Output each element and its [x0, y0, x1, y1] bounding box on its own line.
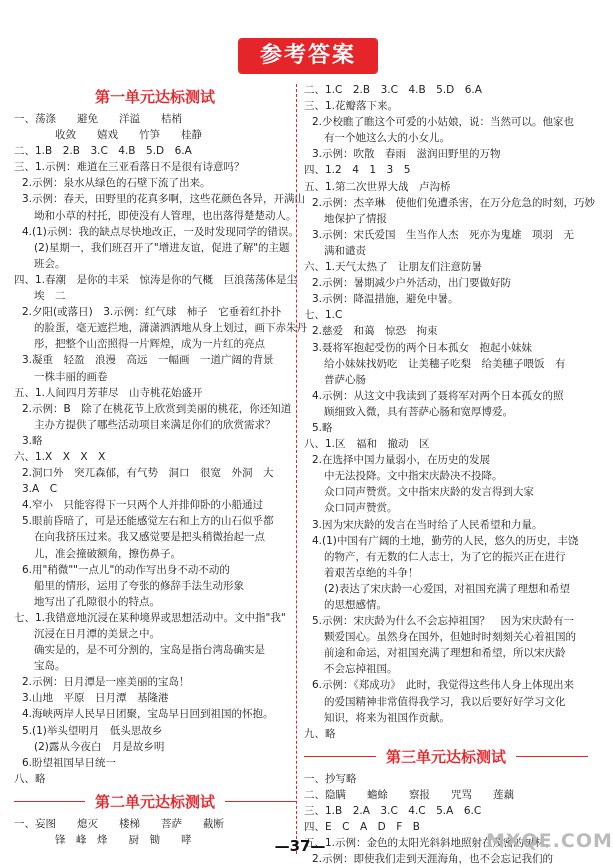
answer-line: 2.示例：杰辛琳 使他们免遭杀害，在万分危急的时刻，巧妙: [312, 196, 596, 209]
answer-line: 的思想感情。: [324, 599, 387, 611]
answer-line: 6.盼望祖国早日统一: [22, 756, 117, 769]
answer-line: 八、略: [14, 772, 46, 785]
title-rule-right: [516, 756, 588, 757]
answer-line: 3.因为宋庆龄的发言在当时给了人民希望和力量。: [312, 518, 543, 531]
answer-line: 3.示例：宋氏爱国 生当作人杰 死亦为鬼雄 项羽 无: [312, 228, 575, 241]
section-title-unit-2-wrap: [14, 791, 296, 813]
watermark-logo: MXQE.COM: [486, 830, 613, 852]
answer-line: 五、1.人间四月芳菲尽 山寺桃花始盛开: [14, 386, 203, 399]
section-title-unit-2: 第二单元达标测试: [95, 792, 216, 811]
answer-line: (2)露从今夜白 月是故乡明: [34, 740, 165, 753]
answer-line: 儿，准会撞破额角，擦伤鼻子。: [34, 547, 181, 560]
answer-line: 3.凝重 轻盈 浪漫 高远 一幅画 一道广阔的背景: [22, 354, 274, 367]
answer-line: 中无法投降。文中指宋庆龄决不投降。: [324, 470, 503, 483]
answer-line: 普萨心肠: [324, 373, 366, 386]
answer-line: 5.示例：宋庆龄为什么不会忘掉祖国？ 因为宋庆龄有一: [312, 615, 575, 628]
answer-line: 2.夕阳(或落日) 3.示例：红气球 柿子 它垂着红扑扑: [22, 306, 282, 319]
answer-line: 4.示例：从这文中我读到了聂将军对两个日本孤女的照: [312, 389, 564, 402]
answer-line: 6.示例：《郑成功》 此时，我觉得这些伟人身上体现出来: [312, 679, 575, 692]
answer-line: 2.示例：暑期减少户外活动，出门要做好防: [312, 277, 512, 290]
answer-line: 3.示例：吹散 春雨 滋润田野里的万物: [312, 148, 501, 161]
answer-line: 确实是的，是不可分割的，宝岛是指台湾岛确实是: [34, 644, 265, 657]
answer-line: 前途和命运，对祖国充满了理想和希望，所以宋庆龄: [324, 647, 566, 660]
answer-line: 2.洞口外 突兀森郁，有气势 洞口 很宽 外洞 大: [22, 467, 274, 480]
answer-line: 5.(1)举头望明月 低头思故乡: [22, 724, 163, 737]
answer-line: 满和谴责: [324, 244, 366, 257]
answer-line: 4.(1)中国有广阔的土地，勤劳的人民，悠久的历史，丰饶: [312, 534, 579, 547]
answer-line: 沉浸在日月潭的美景之中。: [34, 628, 160, 640]
answer-line: 三、1.示例：难道在三亚看落日不是很有诗意吗？: [14, 161, 245, 174]
answer-line: 班会。: [34, 257, 66, 270]
answer-line: 4.窄小 只能容得下一只两个人并排仰卧的小船通过: [22, 499, 264, 512]
answer-line: 2.在选择中国力量弱小，在历史的发展: [312, 454, 491, 467]
answer-line: 3.聂将军抱起受伤的两个日本孤女 抱起小妹妹: [312, 341, 533, 354]
answer-line: 锋 峰 烽 厨 锄 哮: [34, 834, 192, 847]
answer-line: 的爱国精神非常值得我学习，我以后要好好学习文化: [324, 695, 566, 708]
answer-line: 三、1.花瓣落下来。: [304, 100, 399, 113]
answer-line: 九、略: [304, 727, 336, 740]
answer-line: 2.示例：日月潭是一座美丽的宝岛！: [22, 676, 190, 689]
unit-1-answers: [14, 111, 307, 787]
answer-line: 3.略: [22, 434, 43, 447]
answer-line: 四、1.春潮 是你的丰采 惊涛是你的气概 巨浪荡荡体是尘: [14, 273, 298, 286]
answer-line: 宝岛。: [34, 660, 66, 673]
answer-line: (2)表达了宋庆龄一心爱国，对祖国充满了理想和希望: [324, 582, 570, 595]
answer-line: 六、1.X X X X: [14, 450, 106, 463]
section-title-unit-1: 第一单元达标测试: [94, 88, 215, 106]
page-number: —37—: [274, 837, 326, 855]
answer-line: 船里的情形，运用了夸张的修辞手法生动形象: [34, 579, 244, 592]
answer-line: 彤，把整个山峦照得一片辉煌，成为一片红的亮点: [34, 338, 265, 351]
answer-line: 七、1.C: [304, 309, 343, 322]
answer-line: 四、1.2 4 1 3 5: [304, 164, 411, 177]
answer-line: 五、1.示例：金色的太阳光斜斜地照射在茂密的树林。: [304, 837, 556, 850]
answer-line: 四、E C A D F B: [304, 821, 420, 834]
section-title-unit-3: 第三单元达标测试: [386, 747, 507, 766]
answer-line: 5.略: [312, 421, 333, 434]
answer-line: 3.示例：降温措施，避免中暑。: [312, 293, 459, 306]
answer-line: 二、隐瞒 蟾蜍 察报 咒骂 莲藕: [304, 788, 514, 801]
left-column: [14, 82, 307, 848]
answer-line: 地写出了孔隙很小的特点。: [34, 595, 160, 608]
answer-line: 有一个她这么大的小女儿。: [324, 132, 450, 145]
answer-line: 2.示例：泉水从绿色的石壁下流了出来。: [22, 177, 211, 190]
answer-line: 2.少校瞧了瞧这个可爱的小姑娘，说：当然可以。他家也: [312, 116, 575, 129]
answer-line: 坳和小草的村托，即使没有人管理，也出落得楚楚动人。: [34, 209, 297, 222]
answer-line: 的脸蛋，毫无遮拦地，潇潇洒洒地从身上划过，画下赤朱丹: [34, 322, 307, 335]
title-rule-left: [14, 801, 85, 802]
answer-line: 地保护了情报: [324, 212, 387, 225]
answer-line: 3.山地 平原 日月潭 基隆港: [22, 692, 169, 705]
answer-line: 6.用"稍微""一点儿"的动作写出身不动不动的: [22, 563, 230, 576]
answer-line: 一、妄图 熄灭 楼梯 菩萨 截断: [14, 817, 224, 830]
answer-line: 收敛 嬉戏 竹笋 桂静: [34, 129, 202, 142]
answer-line: 二、1.B 2.B 3.C 4.B 5.D 6.A: [14, 145, 192, 158]
answer-line: 三、1.B 2.A 3.C 4.C 5.A 6.C: [304, 805, 482, 818]
answer-line: 3.示例：春天，田野里的花真多啊，这些花颜色各异，开满山: [22, 193, 306, 206]
answer-line: 4.(1)示例：我的缺点尽快地改正，一及时发现同学的错误。: [22, 225, 299, 238]
unit-2-answers-continued: [304, 82, 596, 742]
answer-line: 2.示例：B 除了在桃花节上欣赏到美丽的桃花，你还知道: [22, 402, 292, 415]
title-rule-left: [304, 756, 376, 757]
answer-line: 六、1.天气太热了 让朋友们注意防暑: [304, 261, 483, 274]
answer-line: 3.A C: [22, 483, 58, 496]
answer-line: 七、1.我错意地沉浸在某种境界或思想活动中。文中指"我": [14, 611, 286, 624]
answer-line: 颗爱国心。虽然身在国外，但她时时刻刻关心着祖国的: [324, 631, 576, 644]
title-rule-right: [225, 801, 296, 802]
answer-line: 五、1.第二次世界大战 卢沟桥: [304, 180, 451, 193]
answer-line: 二、1.C 2.B 3.C 4.B 5.D 6.A: [304, 84, 482, 96]
page-title: 参考答案: [238, 38, 378, 74]
answer-line: 八、1.区 福和 撤动 区: [304, 438, 430, 451]
right-column: [304, 82, 596, 867]
answer-line: 众口同声赞赏。: [324, 502, 398, 515]
answer-line: 埃 二: [34, 290, 66, 303]
answer-line: 着艰苦卓绝的斗争！: [324, 566, 419, 579]
answer-line: 知识，将来为祖国作贡献。: [324, 711, 450, 724]
answer-line: 一、荡涤 避免 洋溢 桔梢: [14, 113, 182, 125]
answer-line: (2)星期一，我们班召开了"增进友谊，促进了解"的主题: [34, 241, 290, 254]
answer-line: 众口同声赞赏。文中指宋庆龄的发言得到大家: [324, 486, 534, 499]
answer-line: 主办方提供了哪些活动项目来满足你们的欣赏需求？: [34, 418, 276, 431]
answer-line: 2.慈爱 和蔼 惊恐 拘束: [312, 325, 438, 338]
answer-line: 在向我挤压过来。我又感觉要是把头稍微抬起一点: [34, 531, 265, 544]
answer-line: 顾细致入微，具有菩萨心肠和宽厚博爱。: [324, 405, 513, 418]
answer-line: 一株丰丽的画卷: [34, 370, 108, 383]
answer-line: 的物产，有无数的仁人志士，为了它的振兴正在进行: [324, 550, 566, 563]
answer-line: 给小妹妹找奶吃 让美穗子吃梨 给美穗子喂饭 有: [324, 357, 566, 370]
answer-line: 2.示例：即使我们走到天涯海角，也不会忘记我们的: [312, 853, 554, 866]
answer-line: 一、抄写略: [304, 772, 357, 785]
section-title-unit-3-wrap: [304, 746, 588, 768]
answer-line: 4.海峡两岸人民早日团聚，宝岛早日回到祖国的怀抱。: [22, 708, 274, 721]
answer-line: 不会忘掉祖国。: [324, 663, 398, 676]
answer-line: 5.眼前昏暗了，可是还能感觉左右和上方的山石似乎都: [22, 515, 274, 528]
